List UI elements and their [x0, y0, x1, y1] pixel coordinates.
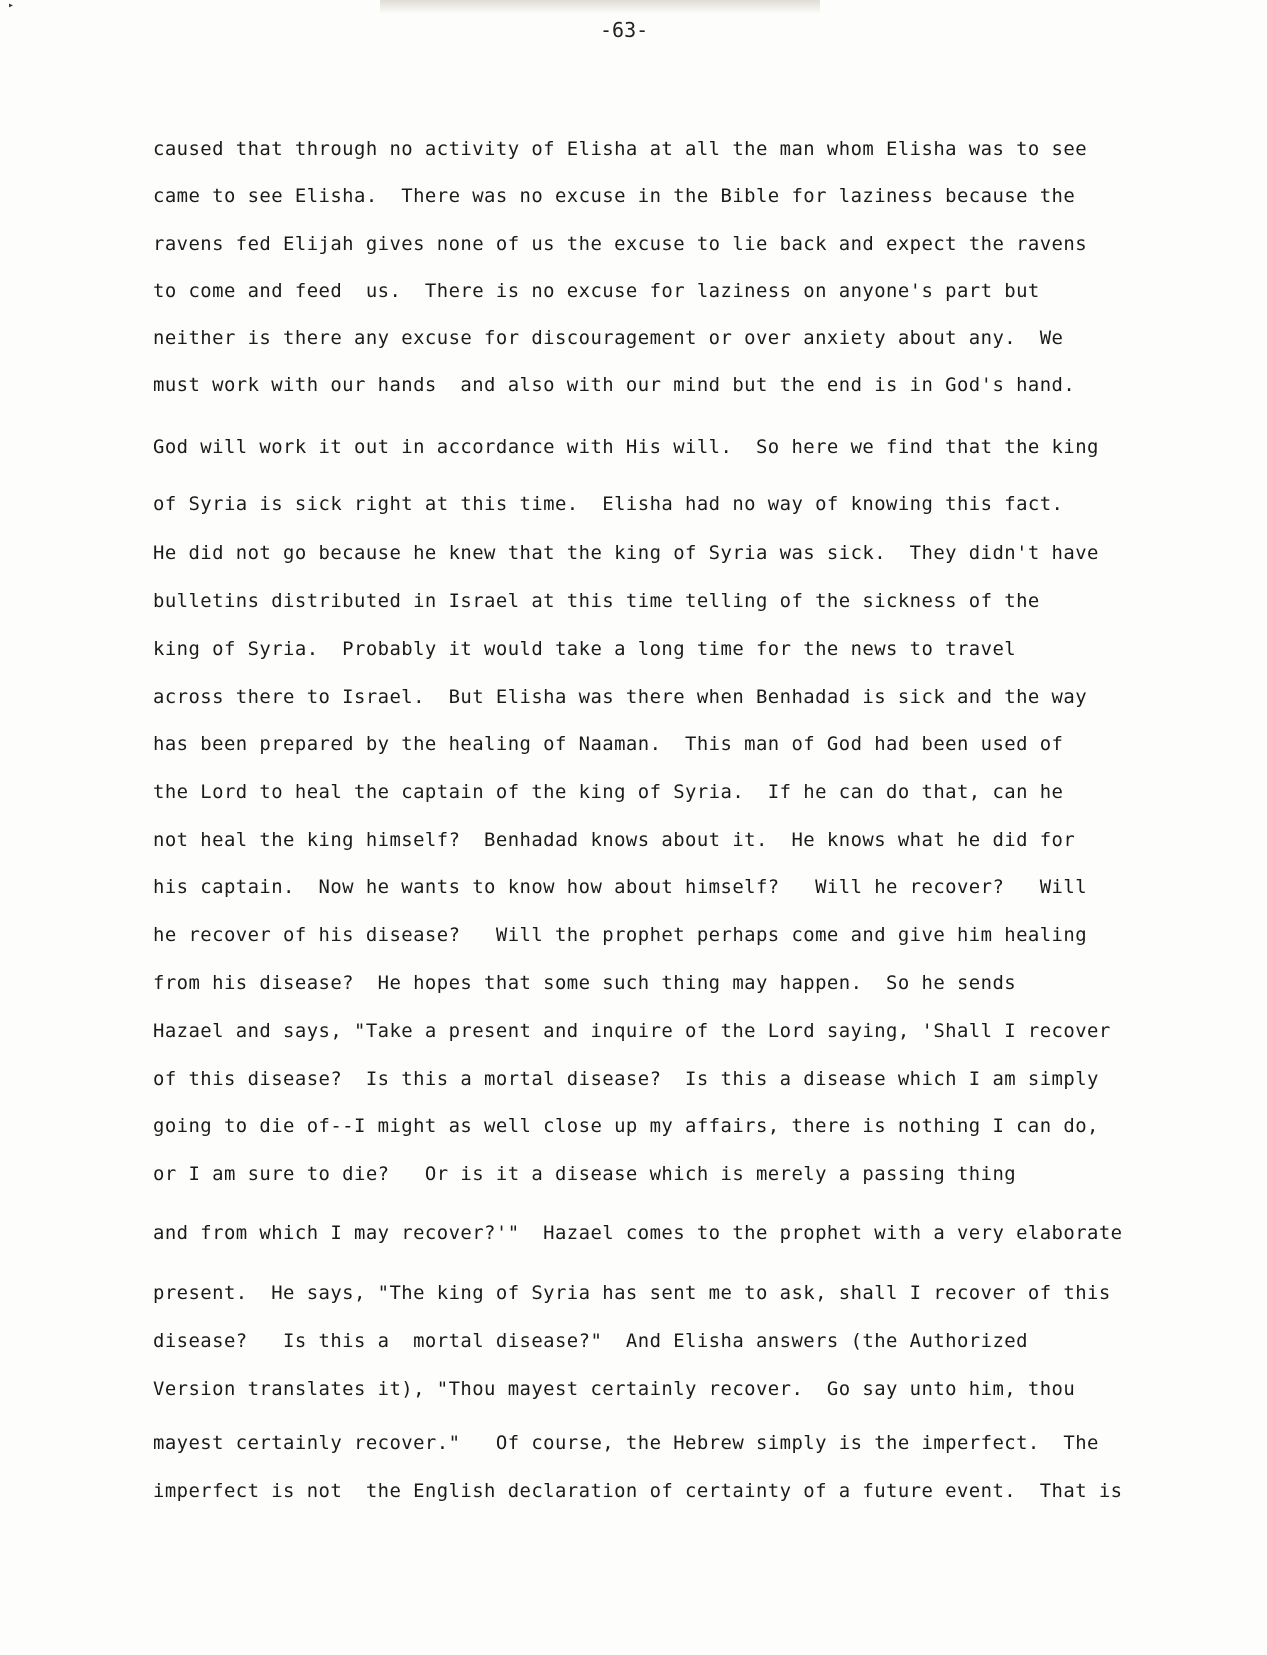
- text-line: not heal the king himself? Benhadad knows about it. He knows what he did for: [153, 829, 1076, 851]
- corner-mark: ▸: [8, 0, 15, 11]
- text-line: or I am sure to die? Or is it a disease which is merely a passing thing: [153, 1163, 1017, 1185]
- text-line: of this disease? Is this a mortal disease? Is this a disease which I am simply: [153, 1068, 1099, 1090]
- page-number: -63-: [600, 18, 649, 42]
- text-line: bulletins distributed in Israel at this time telling of the sickness of the: [153, 590, 1040, 612]
- text-line: Hazael and says, "Take a present and inquire of the Lord saying, 'Shall I recover: [153, 1020, 1111, 1042]
- text-line: from his disease? He hopes that some such thing may happen. So he sends: [153, 972, 1017, 994]
- text-line: He did not go because he knew that the king of Syria was sick. They didn't have: [153, 542, 1099, 564]
- text-line: ravens fed Elijah gives none of us the excuse to lie back and expect the ravens: [153, 233, 1088, 255]
- text-line: to come and feed us. There is no excuse for laziness on anyone's part but: [153, 280, 1040, 302]
- text-line: imperfect is not the English declaration of certainty of a future event. That is: [153, 1480, 1123, 1502]
- text-line: going to die of--I might as well close up my affairs, there is nothing I can do,: [153, 1115, 1099, 1137]
- text-line: caused that through no activity of Elisha at all the man whom Elisha was to see: [153, 138, 1088, 160]
- text-line: has been prepared by the healing of Naaman. This man of God had been used of: [153, 733, 1064, 755]
- text-line: king of Syria. Probably it would take a long time for the news to travel: [153, 638, 1017, 660]
- text-line: his captain. Now he wants to know how about himself? Will he recover? Will: [153, 876, 1088, 898]
- text-line: present. He says, "The king of Syria has sent me to ask, shall I recover of this: [153, 1282, 1111, 1304]
- text-line: came to see Elisha. There was no excuse in the Bible for laziness because the: [153, 185, 1076, 207]
- text-line: across there to Israel. But Elisha was there when Benhadad is sick and the way: [153, 686, 1088, 708]
- text-line: of Syria is sick right at this time. Elisha had no way of knowing this fact.: [153, 493, 1064, 515]
- text-line: neither is there any excuse for discouragement or over anxiety about any. We: [153, 327, 1064, 349]
- text-line: and from which I may recover?'" Hazael comes to the prophet with a very elaborate: [153, 1222, 1123, 1244]
- text-line: Version translates it), "Thou mayest certainly recover. Go say unto him, thou: [153, 1378, 1076, 1400]
- text-line: mayest certainly recover." Of course, the Hebrew simply is the imperfect. The: [153, 1432, 1099, 1454]
- text-line: God will work it out in accordance with His will. So here we find that the king: [153, 436, 1099, 458]
- text-line: disease? Is this a mortal disease?" And Elisha answers (the Authorized: [153, 1330, 1028, 1352]
- text-line: he recover of his disease? Will the prophet perhaps come and give him healing: [153, 924, 1088, 946]
- text-line: must work with our hands and also with our mind but the end is in God's hand.: [153, 374, 1076, 396]
- top-edge-smudge: [380, 0, 820, 14]
- text-line: the Lord to heal the captain of the king of Syria. If he can do that, can he: [153, 781, 1064, 803]
